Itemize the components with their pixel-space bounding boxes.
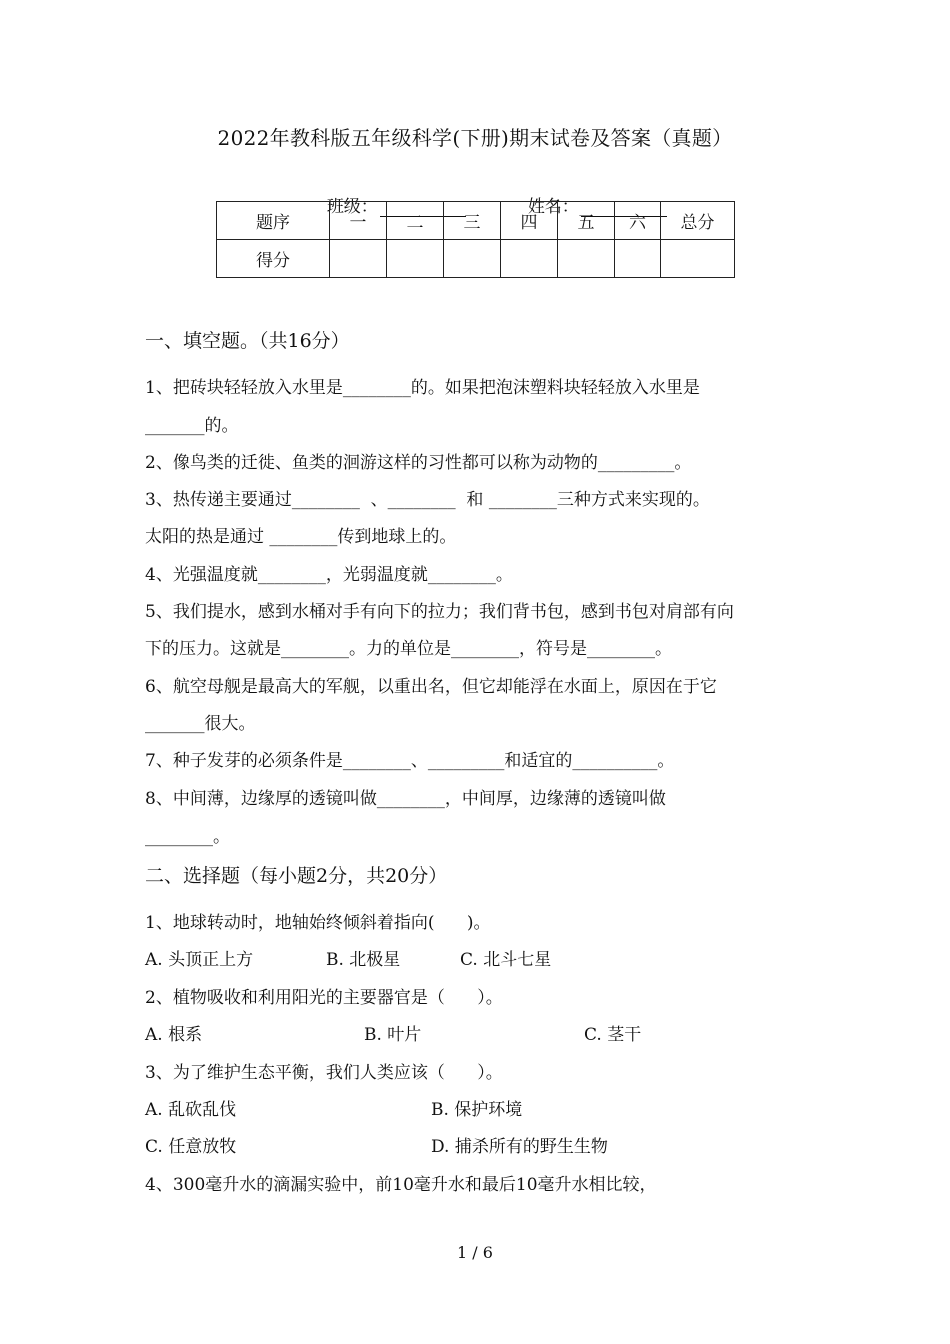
fill-question-line: 1、把砖块轻轻放入水里是________的。如果把泡沫塑料块轻轻放入水里是 <box>145 378 700 398</box>
score-header-cell: 总分 <box>661 202 735 240</box>
fill-question-line: 5、我们提水，感到水桶对手有向下的拉力；我们背书包，感到书包对肩部有向 <box>145 602 734 622</box>
choice-option[interactable]: D. 捕杀所有的野生生物 <box>431 1137 608 1157</box>
score-cell[interactable] <box>558 240 615 278</box>
page-number: 1 / 6 <box>457 1243 493 1262</box>
score-header-cell: 三 <box>444 202 501 240</box>
score-cell[interactable] <box>387 240 444 278</box>
choice-question-stem: 3、为了维护生态平衡，我们人类应该（ ）。 <box>145 1063 503 1083</box>
fill-question-line: 8、中间薄，边缘厚的透镜叫做________，中间厚，边缘薄的透镜叫做 <box>145 789 666 809</box>
score-cell[interactable] <box>444 240 501 278</box>
fill-question-line: 2、像鸟类的迁徙、鱼类的洄游这样的习性都可以称为动物的_________。 <box>145 453 692 473</box>
choice-option[interactable]: A. 根系 <box>145 1025 203 1045</box>
fill-question-line: 太阳的热是通过 ________传到地球上的。 <box>145 527 457 547</box>
score-row-label: 得分 <box>217 240 330 278</box>
score-table-score-row <box>217 240 735 278</box>
choice-question-stem: 4、300毫升水的滴漏实验中，前10毫升水和最后10毫升水相比较， <box>145 1175 657 1195</box>
name-label: 姓名： <box>527 197 579 217</box>
class-label: 班级： <box>326 197 378 217</box>
choice-option[interactable]: C. 北斗七星 <box>460 950 552 970</box>
score-header-cell: 二 <box>387 202 444 240</box>
fill-question-line: ________。 <box>145 827 230 847</box>
score-cell[interactable] <box>501 240 558 278</box>
score-table <box>216 201 735 278</box>
choice-question-stem: 1、地球转动时，地轴始终倾斜着指向( )。 <box>145 913 491 933</box>
fill-question-line: 3、热传递主要通过________ 、________ 和 ________三种方式来实现的。 <box>145 490 710 510</box>
fill-question-line: 下的压力。这就是________。力的单位是________，符号是________。 <box>145 639 672 659</box>
section-heading: 二、选择题（每小题2分，共20分） <box>145 865 448 887</box>
choice-option[interactable]: B. 叶片 <box>364 1025 422 1045</box>
score-cell[interactable] <box>661 240 735 278</box>
score-header-cell: 四 <box>501 202 558 240</box>
choice-option[interactable]: C. 茎干 <box>584 1025 642 1045</box>
fill-question-line: 4、光强温度就________，光弱温度就________。 <box>145 565 513 585</box>
fill-question-line: 6、航空母舰是最高大的军舰，以重出名，但它却能浮在水面上，原因在于它 <box>145 677 717 697</box>
fill-question-line: 7、种子发芽的必须条件是________、_________和适宜的__________。 <box>145 751 675 771</box>
score-header-cell: 五 <box>558 202 615 240</box>
choice-option[interactable]: A. 头顶正上方 <box>145 950 254 970</box>
score-header-cell: 六 <box>615 202 661 240</box>
fill-question-line: _______的。 <box>145 416 239 436</box>
choice-option[interactable]: A. 乱砍乱伐 <box>145 1100 237 1120</box>
score-cell[interactable] <box>330 240 387 278</box>
choice-question-stem: 2、植物吸收和利用阳光的主要器官是（ ）。 <box>145 988 503 1008</box>
score-header-cell: 题序 <box>217 202 330 240</box>
score-table-header-row <box>217 202 735 240</box>
score-header-cell: 一 <box>330 202 387 240</box>
score-cell[interactable] <box>615 240 661 278</box>
choice-option[interactable]: C. 任意放牧 <box>145 1137 237 1157</box>
choice-option[interactable]: B. 北极星 <box>326 950 401 970</box>
section-heading: 一、填空题。（共16分） <box>145 330 350 352</box>
fill-question-line: _______很大。 <box>145 714 256 734</box>
choice-option[interactable]: B. 保护环境 <box>431 1100 523 1120</box>
page-title: 2022年教科版五年级科学(下册)期末试卷及答案（真题） <box>217 126 733 150</box>
